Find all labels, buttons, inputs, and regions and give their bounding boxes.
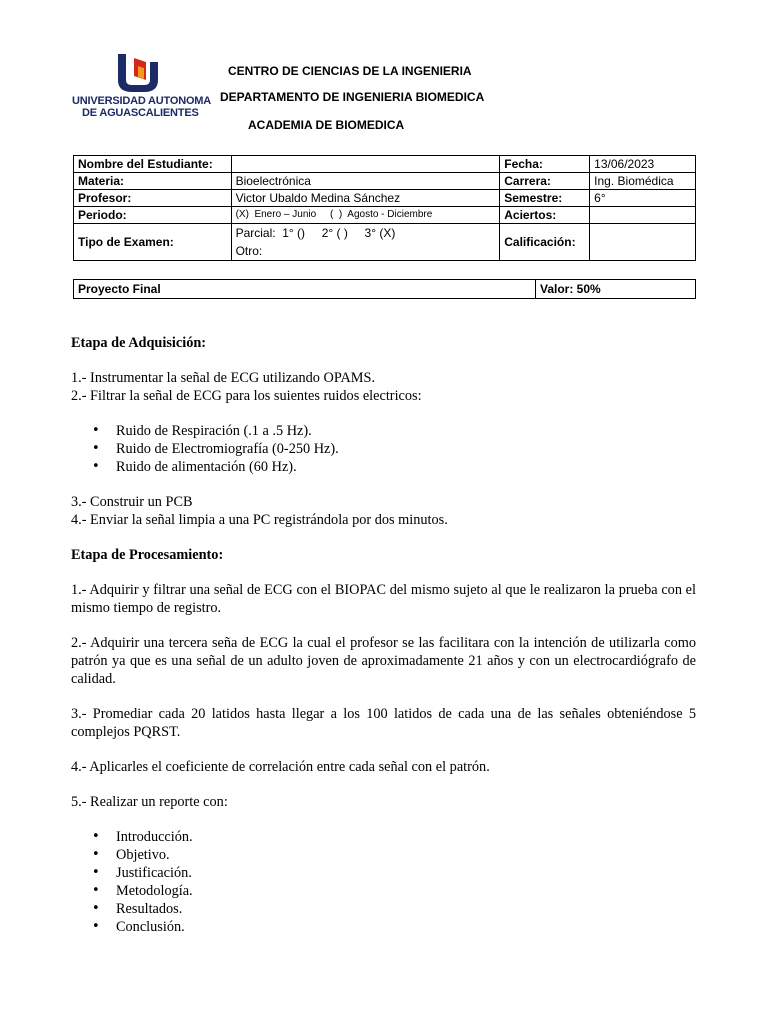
logo-text-line1: UNIVERSIDAD AUTONOMA bbox=[72, 95, 212, 107]
professor-value: Victor Ubaldo Medina Sánchez bbox=[231, 190, 500, 207]
table-row bbox=[74, 156, 696, 173]
table-row bbox=[74, 173, 696, 190]
career-value: Ing. Biomédica bbox=[590, 173, 696, 190]
period-label: Periodo: bbox=[74, 207, 232, 224]
list-item: • Conclusión. bbox=[116, 918, 696, 936]
exam-type-label: Tipo de Examen: bbox=[74, 224, 232, 261]
student-name-label: Nombre del Estudiante: bbox=[74, 156, 232, 173]
list-item: • Ruido de alimentación (60 Hz). bbox=[116, 458, 696, 476]
university-emblem-icon bbox=[114, 52, 162, 94]
project-title: Proyecto Final bbox=[74, 280, 536, 299]
acquisition-step-4: 4.- Enviar la señal limpia a una PC registrándola por dos minutos. bbox=[71, 512, 448, 528]
correct-answers-label: Aciertos: bbox=[500, 207, 590, 224]
list-item: • Ruido de Electromiografía (0-250 Hz). bbox=[116, 440, 696, 458]
list-item: • Justificación. bbox=[116, 864, 696, 882]
acquisition-step-1: 1.- Instrumentar la señal de ECG utilizando OPAMS. bbox=[71, 370, 376, 386]
table-row bbox=[74, 190, 696, 207]
exam-type-value bbox=[231, 224, 500, 261]
processing-section-title: Etapa de Procesamiento: bbox=[71, 547, 224, 563]
student-name-value bbox=[231, 156, 500, 173]
grade-label: Calificación: bbox=[500, 224, 590, 261]
acquisition-section-title: Etapa de Adquisición: bbox=[71, 335, 207, 351]
professor-label: Profesor: bbox=[74, 190, 232, 207]
noise-list bbox=[71, 422, 696, 476]
correct-answers-value bbox=[590, 207, 696, 224]
acquisition-step-2: 2.- Filtrar la señal de ECG para los suientes ruidos electricos: bbox=[71, 388, 422, 404]
processing-step-4: 4.- Aplicarles el coeficiente de correlación entre cada señal con el patrón. bbox=[71, 759, 490, 775]
processing-step-3: 3.- Promediar cada 20 latidos hasta llegar a los 100 latidos de cada una de las señales obteniéndose 5 complejos PQRST. bbox=[71, 706, 696, 740]
table-row bbox=[74, 224, 696, 261]
project-value: Valor: 50% bbox=[536, 280, 696, 299]
document-body bbox=[71, 334, 696, 936]
logo-text-line2: DE AGUASCALIENTES bbox=[82, 107, 199, 119]
header-center-title: CENTRO DE CIENCIAS DE LA INGENIERIA bbox=[228, 64, 472, 78]
exam-info-table bbox=[73, 155, 696, 261]
university-logo bbox=[72, 52, 212, 122]
project-table bbox=[73, 279, 696, 299]
header-department-title: DEPARTAMENTO DE INGENIERIA BIOMEDICA bbox=[220, 90, 485, 104]
semester-value: 6° bbox=[590, 190, 696, 207]
list-item: • Metodología. bbox=[116, 882, 696, 900]
list-item: • Objetivo. bbox=[116, 846, 696, 864]
subject-label: Materia: bbox=[74, 173, 232, 190]
list-item: • Ruido de Respiración (.1 a .5 Hz). bbox=[116, 422, 696, 440]
exam-type-partial: Parcial: 1° () 2° ( ) 3° (X) bbox=[235, 226, 396, 240]
list-item: • Introducción. bbox=[116, 828, 696, 846]
report-list bbox=[71, 828, 696, 936]
processing-step-5: 5.- Realizar un reporte con: bbox=[71, 794, 228, 810]
semester-label: Semestre: bbox=[500, 190, 590, 207]
acquisition-step-3: 3.- Construir un PCB bbox=[71, 494, 193, 510]
table-row bbox=[74, 207, 696, 224]
processing-step-2: 2.- Adquirir una tercera seña de ECG la cual el profesor se las facilitara con la intención de utilizarla como patrón ya que es una señal de un adulto joven de aproximadamente 21 años y con un electrocardiógrafo de calidad. bbox=[71, 635, 696, 687]
subject-value: Bioelectrónica bbox=[231, 173, 500, 190]
list-item: • Resultados. bbox=[116, 900, 696, 918]
period-value: (X) Enero – Junio ( ) Agosto - Diciembre bbox=[231, 207, 500, 224]
header-academy-title: ACADEMIA DE BIOMEDICA bbox=[248, 118, 405, 132]
date-label: Fecha: bbox=[500, 156, 590, 173]
processing-step-1: 1.- Adquirir y filtrar una señal de ECG con el BIOPAC del mismo sujeto al que le realizaron la prueba con el mismo tiempo de registro. bbox=[71, 582, 696, 616]
date-value: 13/06/2023 bbox=[590, 156, 696, 173]
grade-value bbox=[590, 224, 696, 261]
exam-type-other: Otro: bbox=[235, 244, 263, 258]
career-label: Carrera: bbox=[500, 173, 590, 190]
table-row bbox=[74, 280, 696, 299]
